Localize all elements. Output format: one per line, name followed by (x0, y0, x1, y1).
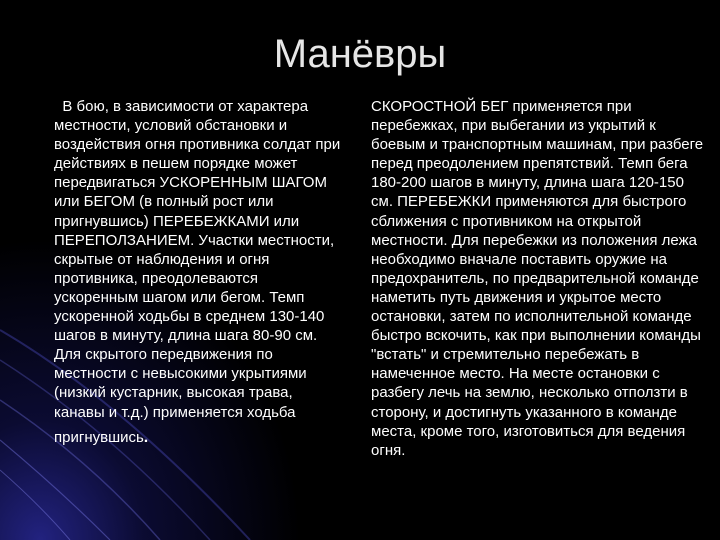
left-paragraph-tail-mark: . (143, 428, 149, 446)
right-paragraph: СКОРОСТНОЙ БЕГ применяется при перебежках, при выбегании из укрытий к боевым и транспортным машинам, при разбеге перед преодолением препятствий. Темп бега 180-200 шагов в минуту, длина шага 120-150 см. ПЕРЕБЕЖКИ применяются для быстрого сближения с противником на открытой местности. Для перебежки из положения лежа необходимо вначале поставить оружие на предохранитель, по предварительной команде наметить путь движения и укрытое место остановки, затем по исполнительной команде быстро вскочить, как при выполнении команды "встать" и стремительно перебежать в намеченное место. На месте остановки с разбегу лечь на землю, несколько отползти в сторону, и достигнуть указанного в команде места, кроме того, изготовиться для ведения огня. (371, 98, 704, 459)
left-text-column (54, 97, 344, 447)
slide-title: Манёвры (273, 32, 447, 76)
right-text-column (371, 97, 705, 460)
left-paragraph: В бою, в зависимости от характера местности, условий обстановки и воздействия огня противника солдат при действиях в пешем порядке может передвигаться УСКОРЕННЫМ ШАГОМ или БЕГОМ (в полный рост или пригнувшись) ПЕРЕБЕЖКАМИ или ПЕРЕПОЛЗАНИЕМ. Участки местности, скрытые от наблюдения и огня противника, преодолеваются ускоренным шагом или бегом. Темп ускоренной ходьбы в среднем 130-140 шагов в минуту, длина шага 80-90 см. Для скрытого передвижения по местности с невысокими укрытиями (низкий кустарник, высокая трава, канавы и т.д.) применяется ходьба (54, 98, 345, 421)
left-paragraph-tail: пригнувшись (54, 428, 144, 446)
